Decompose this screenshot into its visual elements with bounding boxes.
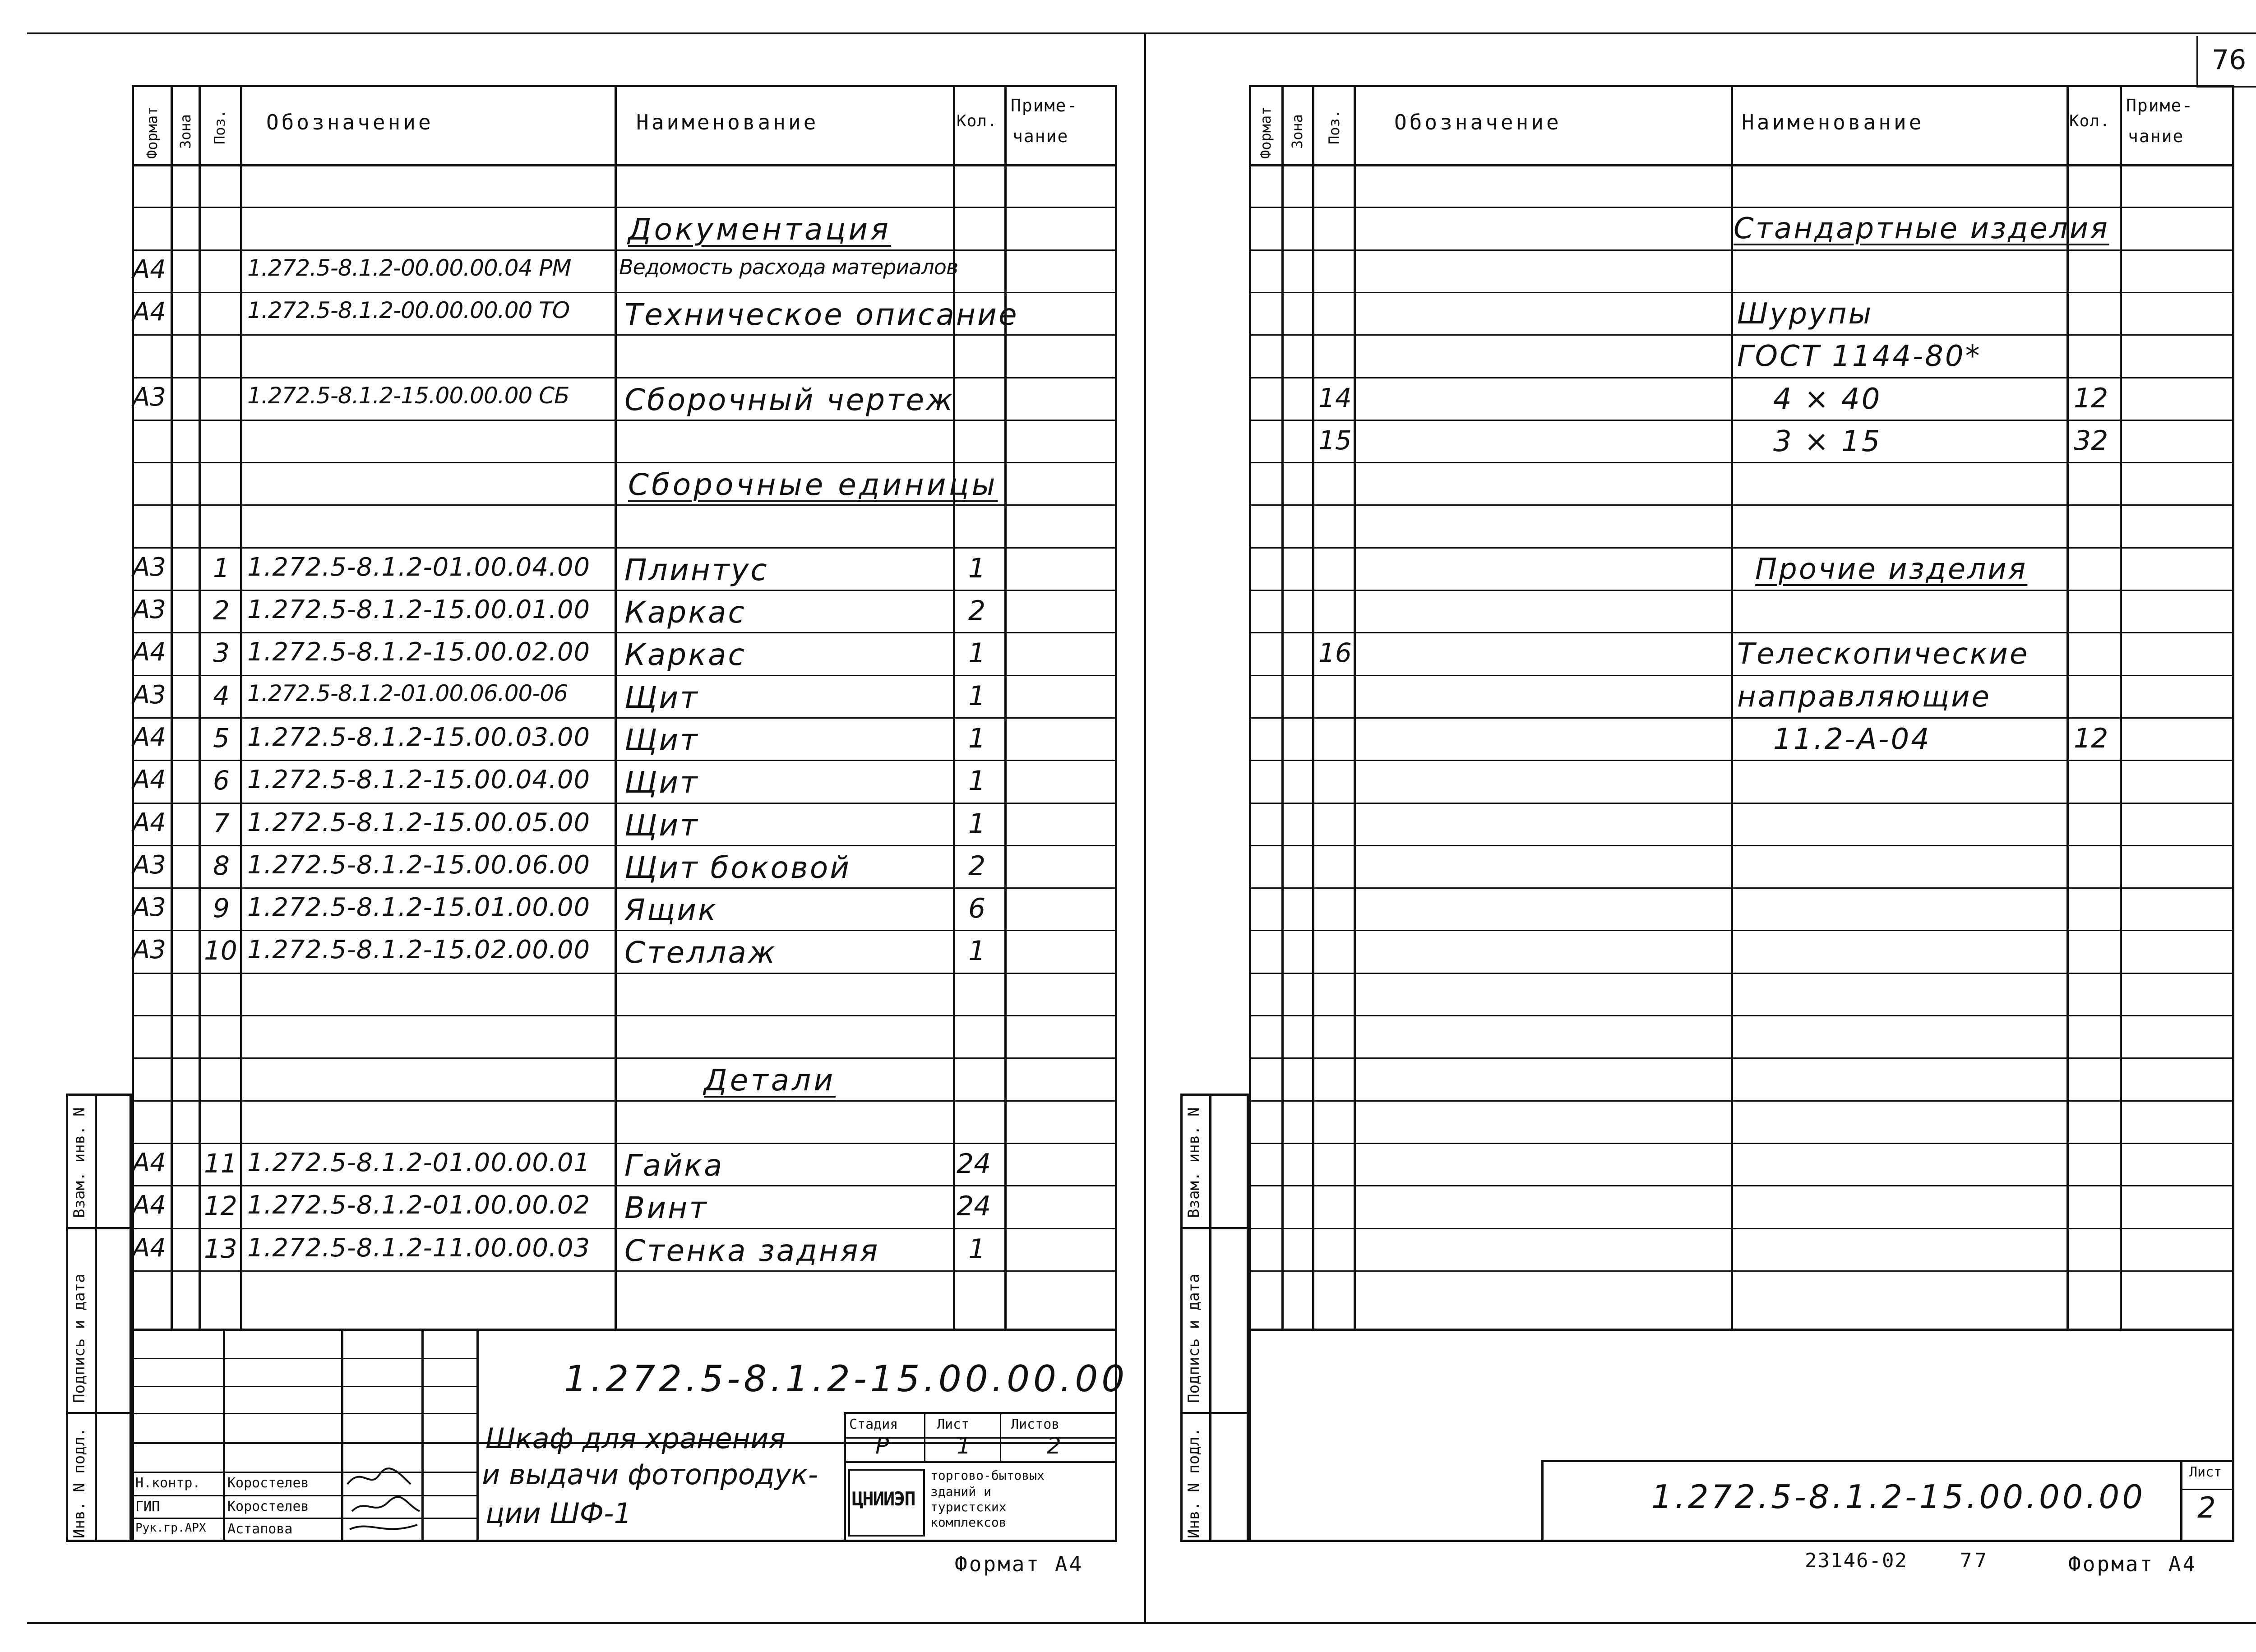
right-row-pos: 14 xyxy=(1318,383,1352,413)
right-row-line xyxy=(1249,504,2234,506)
sheet-number-box xyxy=(2196,36,2256,88)
right-row-line xyxy=(1249,887,2234,889)
left-row-format: А3 xyxy=(133,935,166,964)
right-section-title: Стандартные изделия xyxy=(1734,212,2109,245)
left-row-designation: 1.272.5-8.1.2-15.00.03.00 xyxy=(247,723,591,752)
left-hdr-name: Наименование xyxy=(636,110,819,134)
left-side-strip-line xyxy=(66,1412,132,1414)
left-side-strip-divider xyxy=(95,1094,97,1542)
left-row-name: Каркас xyxy=(624,637,746,672)
left-tb-col xyxy=(924,1412,925,1461)
left-hdr-note-2: чание xyxy=(1012,126,1069,146)
right-sheet-label: Лист xyxy=(2189,1464,2222,1480)
left-row-pos: 9 xyxy=(213,893,230,923)
left-row-format: А3 xyxy=(133,893,166,922)
role-3: Рук.гр.АРХ xyxy=(135,1521,206,1535)
org-logo-text: ЦНИИЭП xyxy=(852,1488,915,1510)
left-row-format: А4 xyxy=(133,255,166,284)
left-row-format: А3 xyxy=(133,553,166,582)
right-row-qty: 32 xyxy=(2074,425,2108,457)
right-format-label: Формат А4 xyxy=(2068,1552,2197,1576)
left-header-bottom xyxy=(132,164,1117,166)
right-bottom-code: 23146-02 xyxy=(1805,1549,1908,1572)
left-stage-value: Р xyxy=(875,1433,889,1459)
left-hdr-qty: Кол. xyxy=(957,112,998,130)
sheet-number-top: 76 xyxy=(2212,44,2247,76)
left-tb-row xyxy=(844,1461,1117,1463)
right-side-strip-line xyxy=(1180,1227,1249,1229)
left-section-title: Документация xyxy=(628,212,891,247)
left-row-format: А4 xyxy=(133,723,166,752)
right-side-inv-orig: Инв. N подл. xyxy=(1185,1427,1203,1538)
left-tb-row xyxy=(132,1472,476,1473)
left-row-name: Щит боковой xyxy=(624,850,851,885)
left-row-format: А4 xyxy=(133,637,166,667)
right-side-strip-line xyxy=(1180,1412,1249,1414)
left-row-designation: 1.272.5-8.1.2-15.00.00.00 СБ xyxy=(247,383,569,409)
right-hdr-designation: Обозначение xyxy=(1394,110,1562,134)
left-row-qty: 24 xyxy=(957,1191,991,1222)
right-row-line xyxy=(1249,207,2234,208)
right-bottom-page: 77 xyxy=(1960,1549,1989,1572)
left-row-line xyxy=(132,887,1117,889)
left-row-line xyxy=(132,377,1117,378)
role-1: Н.контр. xyxy=(135,1475,201,1491)
left-row-qty: 1 xyxy=(968,723,986,754)
left-row-pos: 11 xyxy=(204,1148,237,1179)
right-col-line xyxy=(2120,85,2122,1329)
role-2: ГИП xyxy=(135,1499,160,1514)
right-section-title: Прочие изделия xyxy=(1755,553,2028,586)
left-row-pos: 6 xyxy=(213,765,230,796)
left-row-format: А4 xyxy=(133,808,166,837)
left-row-line xyxy=(132,1228,1117,1229)
left-col-line xyxy=(615,85,617,1329)
left-row-line xyxy=(132,1185,1117,1186)
role-name-3: Астапова xyxy=(227,1521,293,1537)
left-title-line-3: ции ШФ-1 xyxy=(485,1497,632,1530)
left-row-format: А3 xyxy=(133,850,166,880)
left-row-designation: 1.272.5-8.1.2-01.00.00.01 xyxy=(247,1148,591,1177)
left-row-designation: 1.272.5-8.1.2-01.00.00.02 xyxy=(247,1191,591,1220)
left-row-line xyxy=(132,292,1117,293)
left-row-pos: 1 xyxy=(213,553,230,583)
left-row-designation: 1.272.5-8.1.2-00.00.00.04 РМ xyxy=(247,255,571,281)
role-name-2: Коростелев xyxy=(227,1499,309,1514)
left-row-format: А4 xyxy=(133,1148,166,1177)
left-row-pos: 8 xyxy=(213,850,230,881)
left-row-name: Техническое описание xyxy=(624,297,1019,332)
bottom-border-line xyxy=(27,1622,2256,1624)
left-hdr-pos: Поз. xyxy=(211,109,228,144)
left-row-name: Стенка задняя xyxy=(624,1233,880,1268)
left-row-line xyxy=(132,1143,1117,1144)
right-tb-row xyxy=(2180,1489,2234,1490)
left-section-title: Сборочные единицы xyxy=(628,467,998,502)
right-tb-col xyxy=(2180,1460,2182,1542)
left-row-line xyxy=(132,1057,1117,1059)
right-row-line xyxy=(1249,292,2234,293)
right-side-replace-inv: Взам. инв. N xyxy=(1185,1107,1203,1218)
left-row-name: Щит xyxy=(624,680,699,715)
left-row-designation: 1.272.5-8.1.2-15.00.02.00 xyxy=(247,637,591,667)
right-row-line xyxy=(1249,1100,2234,1102)
role-name-1: Коростелев xyxy=(227,1475,309,1491)
left-sheets-label: Листов xyxy=(1011,1417,1060,1432)
left-row-qty: 1 xyxy=(968,637,986,669)
right-row-line xyxy=(1249,334,2234,336)
right-row-line xyxy=(1249,377,2234,378)
left-tb-row xyxy=(132,1386,476,1387)
right-row-name: Шурупы xyxy=(1737,297,1873,331)
right-col-line xyxy=(1281,85,1284,1329)
left-row-format: А4 xyxy=(133,765,166,794)
right-row-name: 4 × 40 xyxy=(1773,383,1882,416)
left-tb-col xyxy=(1000,1412,1001,1461)
right-row-line xyxy=(1249,845,2234,846)
left-row-line xyxy=(132,504,1117,506)
right-hdr-name: Наименование xyxy=(1742,110,1924,134)
left-hdr-designation: Обозначение xyxy=(266,110,434,134)
left-row-designation: 1.272.5-8.1.2-15.01.00.00 xyxy=(247,893,591,922)
right-row-pos: 15 xyxy=(1318,425,1352,456)
right-row-line xyxy=(1249,547,2234,549)
left-side-sign-date: Подпись и дата xyxy=(70,1274,88,1403)
right-hdr-qty: Кол. xyxy=(2069,112,2110,130)
right-row-line xyxy=(1249,462,2234,463)
left-sheet-label: Лист xyxy=(937,1417,970,1432)
left-row-line xyxy=(132,249,1117,251)
left-stage-label: Стадия xyxy=(849,1417,898,1432)
left-row-designation: 1.272.5-8.1.2-01.00.06.00-06 xyxy=(247,680,568,706)
left-tb-col xyxy=(476,1329,479,1542)
right-title-block-top xyxy=(1249,1329,2234,1331)
right-row-line xyxy=(1249,717,2234,719)
left-row-qty: 1 xyxy=(968,765,986,797)
left-row-line xyxy=(132,632,1117,633)
left-row-qty: 2 xyxy=(968,595,986,627)
left-row-line xyxy=(132,760,1117,761)
right-row-name: Телескопические xyxy=(1737,637,2029,671)
left-row-designation: 1.272.5-8.1.2-00.00.00.00 ТО xyxy=(247,297,570,323)
left-hdr-zone: Зона xyxy=(177,114,194,149)
right-row-qty: 12 xyxy=(2074,383,2108,414)
right-sheet-value: 2 xyxy=(2197,1491,2216,1525)
left-row-name: Винт xyxy=(624,1191,708,1225)
org-line-3: туристских xyxy=(930,1500,1007,1514)
org-line-2: зданий и xyxy=(930,1484,991,1499)
left-row-name: Каркас xyxy=(624,595,746,630)
left-row-name: Щит xyxy=(624,723,699,757)
left-row-pos: 7 xyxy=(213,808,230,839)
left-row-qty: 2 xyxy=(968,850,986,882)
right-header-bottom xyxy=(1249,164,2234,166)
org-logo xyxy=(848,1469,925,1537)
left-format-label: Формат А4 xyxy=(955,1552,1084,1576)
right-row-line xyxy=(1249,1057,2234,1059)
left-row-pos: 12 xyxy=(204,1191,237,1221)
left-tb-col xyxy=(844,1412,846,1542)
right-row-line xyxy=(1249,803,2234,804)
left-row-designation: 1.272.5-8.1.2-11.00.00.03 xyxy=(247,1233,591,1263)
right-row-line xyxy=(1249,760,2234,761)
left-row-name: Плинтус xyxy=(624,553,769,587)
right-hdr-note-2: чание xyxy=(2128,126,2184,146)
right-row-line xyxy=(1249,420,2234,421)
left-row-qty: 1 xyxy=(968,1233,986,1265)
left-row-designation: 1.272.5-8.1.2-15.02.00.00 xyxy=(247,935,591,964)
left-row-line xyxy=(132,547,1117,549)
right-hdr-format: Формат xyxy=(1257,106,1274,159)
left-row-name: Гайка xyxy=(624,1148,724,1183)
left-row-designation: 1.272.5-8.1.2-15.00.01.00 xyxy=(247,595,591,624)
left-side-inv-orig: Инв. N подл. xyxy=(70,1427,88,1538)
left-row-line xyxy=(132,207,1117,208)
left-sheets-value: 2 xyxy=(1047,1433,1061,1459)
left-row-format: А4 xyxy=(133,1191,166,1220)
left-row-format: А3 xyxy=(133,383,166,412)
left-row-name: Ящик xyxy=(624,893,718,928)
left-document-code: 1.272.5-8.1.2-15.00.00.00 xyxy=(564,1358,1128,1400)
left-col-line xyxy=(1004,85,1007,1329)
left-title-block-top xyxy=(132,1329,1117,1331)
right-row-name: 11.2-А-04 xyxy=(1773,723,1931,756)
right-col-line xyxy=(1312,85,1314,1329)
right-row-line xyxy=(1249,1185,2234,1186)
left-row-designation: 1.272.5-8.1.2-15.00.05.00 xyxy=(247,808,591,837)
right-row-pos: 16 xyxy=(1318,637,1352,668)
right-row-name: ГОСТ 1144-80* xyxy=(1737,340,1982,373)
right-row-line xyxy=(1249,930,2234,931)
right-row-name: направляющие xyxy=(1737,680,1991,714)
left-row-qty: 1 xyxy=(968,935,986,967)
right-row-line xyxy=(1249,632,2234,633)
left-row-line xyxy=(132,1270,1117,1272)
left-row-line xyxy=(132,845,1117,846)
left-hdr-note-1: Приме- xyxy=(1011,96,1078,115)
right-hdr-pos: Поз. xyxy=(1326,109,1343,144)
left-row-pos: 5 xyxy=(213,723,230,753)
left-title-line-2: и выдачи фотопродук- xyxy=(482,1458,818,1491)
left-row-line xyxy=(132,462,1117,463)
left-row-line xyxy=(132,1015,1117,1016)
right-row-line xyxy=(1249,1228,2234,1229)
left-row-qty: 1 xyxy=(968,808,986,840)
left-row-pos: 4 xyxy=(213,680,230,711)
right-col-line xyxy=(1354,85,1356,1329)
right-side-sign-date: Подпись и дата xyxy=(1185,1274,1203,1403)
left-row-name: Сборочный чертеж xyxy=(624,383,955,417)
left-row-pos: 2 xyxy=(213,595,230,626)
left-row-format: А3 xyxy=(133,680,166,710)
left-row-line xyxy=(132,420,1117,421)
right-side-strip-divider xyxy=(1209,1094,1211,1542)
left-row-qty: 6 xyxy=(968,893,986,924)
left-row-designation: 1.272.5-8.1.2-15.00.04.00 xyxy=(247,765,591,794)
right-row-name: 3 × 15 xyxy=(1773,425,1882,458)
left-row-format: А4 xyxy=(133,297,166,327)
right-row-line xyxy=(1249,249,2234,251)
right-row-line xyxy=(1249,1143,2234,1144)
left-tb-row xyxy=(132,1495,476,1496)
right-row-line xyxy=(1249,1015,2234,1016)
left-col-line xyxy=(199,85,201,1329)
left-row-line xyxy=(132,334,1117,336)
top-border-line xyxy=(27,32,2256,34)
left-side-replace-inv: Взам. инв. N xyxy=(70,1107,88,1218)
left-row-pos: 10 xyxy=(204,935,237,966)
left-section-title: Детали xyxy=(704,1063,836,1098)
right-row-line xyxy=(1249,973,2234,974)
left-row-qty: 1 xyxy=(968,553,986,584)
right-row-line xyxy=(1249,590,2234,591)
left-side-strip-line xyxy=(66,1227,132,1229)
left-row-name: Щит xyxy=(624,808,699,843)
left-tb-row xyxy=(132,1413,476,1414)
left-row-line xyxy=(132,675,1117,676)
org-line-4: комплексов xyxy=(930,1515,1007,1530)
left-row-line xyxy=(132,590,1117,591)
left-row-name: Ведомость расхода материалов xyxy=(619,255,958,279)
org-line-1: торгово-бытовых xyxy=(930,1468,1045,1483)
right-col-line xyxy=(1731,85,1733,1329)
left-col-line xyxy=(240,85,242,1329)
right-row-qty: 12 xyxy=(2074,723,2108,754)
left-sheet-value: 1 xyxy=(957,1433,971,1459)
left-row-qty: 1 xyxy=(968,680,986,712)
left-row-designation: 1.272.5-8.1.2-01.00.04.00 xyxy=(247,553,591,582)
left-row-pos: 13 xyxy=(204,1233,237,1264)
left-row-qty: 24 xyxy=(957,1148,991,1180)
signature-scribble xyxy=(343,1462,424,1538)
right-row-line xyxy=(1249,1270,2234,1272)
left-row-format: А4 xyxy=(133,1233,166,1263)
left-title-line-1: Шкаф для хранения xyxy=(485,1422,786,1455)
left-tb-col xyxy=(223,1329,225,1542)
left-row-line xyxy=(132,717,1117,719)
left-row-designation: 1.272.5-8.1.2-15.00.06.00 xyxy=(247,850,591,880)
left-row-pos: 3 xyxy=(213,637,230,668)
left-tb-row xyxy=(844,1412,1117,1414)
right-hdr-note-1: Приме- xyxy=(2126,96,2194,115)
right-col-line xyxy=(2066,85,2069,1329)
left-row-format: А3 xyxy=(133,595,166,624)
left-row-line xyxy=(132,930,1117,931)
left-row-line xyxy=(132,973,1117,974)
left-row-name: Стеллаж xyxy=(624,935,777,970)
right-document-code: 1.272.5-8.1.2-15.00.00.00 xyxy=(1651,1478,2146,1516)
left-tb-row xyxy=(132,1518,476,1519)
left-tb-row xyxy=(132,1358,476,1359)
left-row-line xyxy=(132,803,1117,804)
left-row-name: Щит xyxy=(624,765,699,800)
center-fold-line xyxy=(1144,32,1146,1624)
left-col-line xyxy=(171,85,173,1329)
right-row-line xyxy=(1249,675,2234,676)
left-row-line xyxy=(132,1100,1117,1102)
left-hdr-format: Формат xyxy=(143,106,161,159)
right-hdr-zone: Зона xyxy=(1289,114,1306,149)
